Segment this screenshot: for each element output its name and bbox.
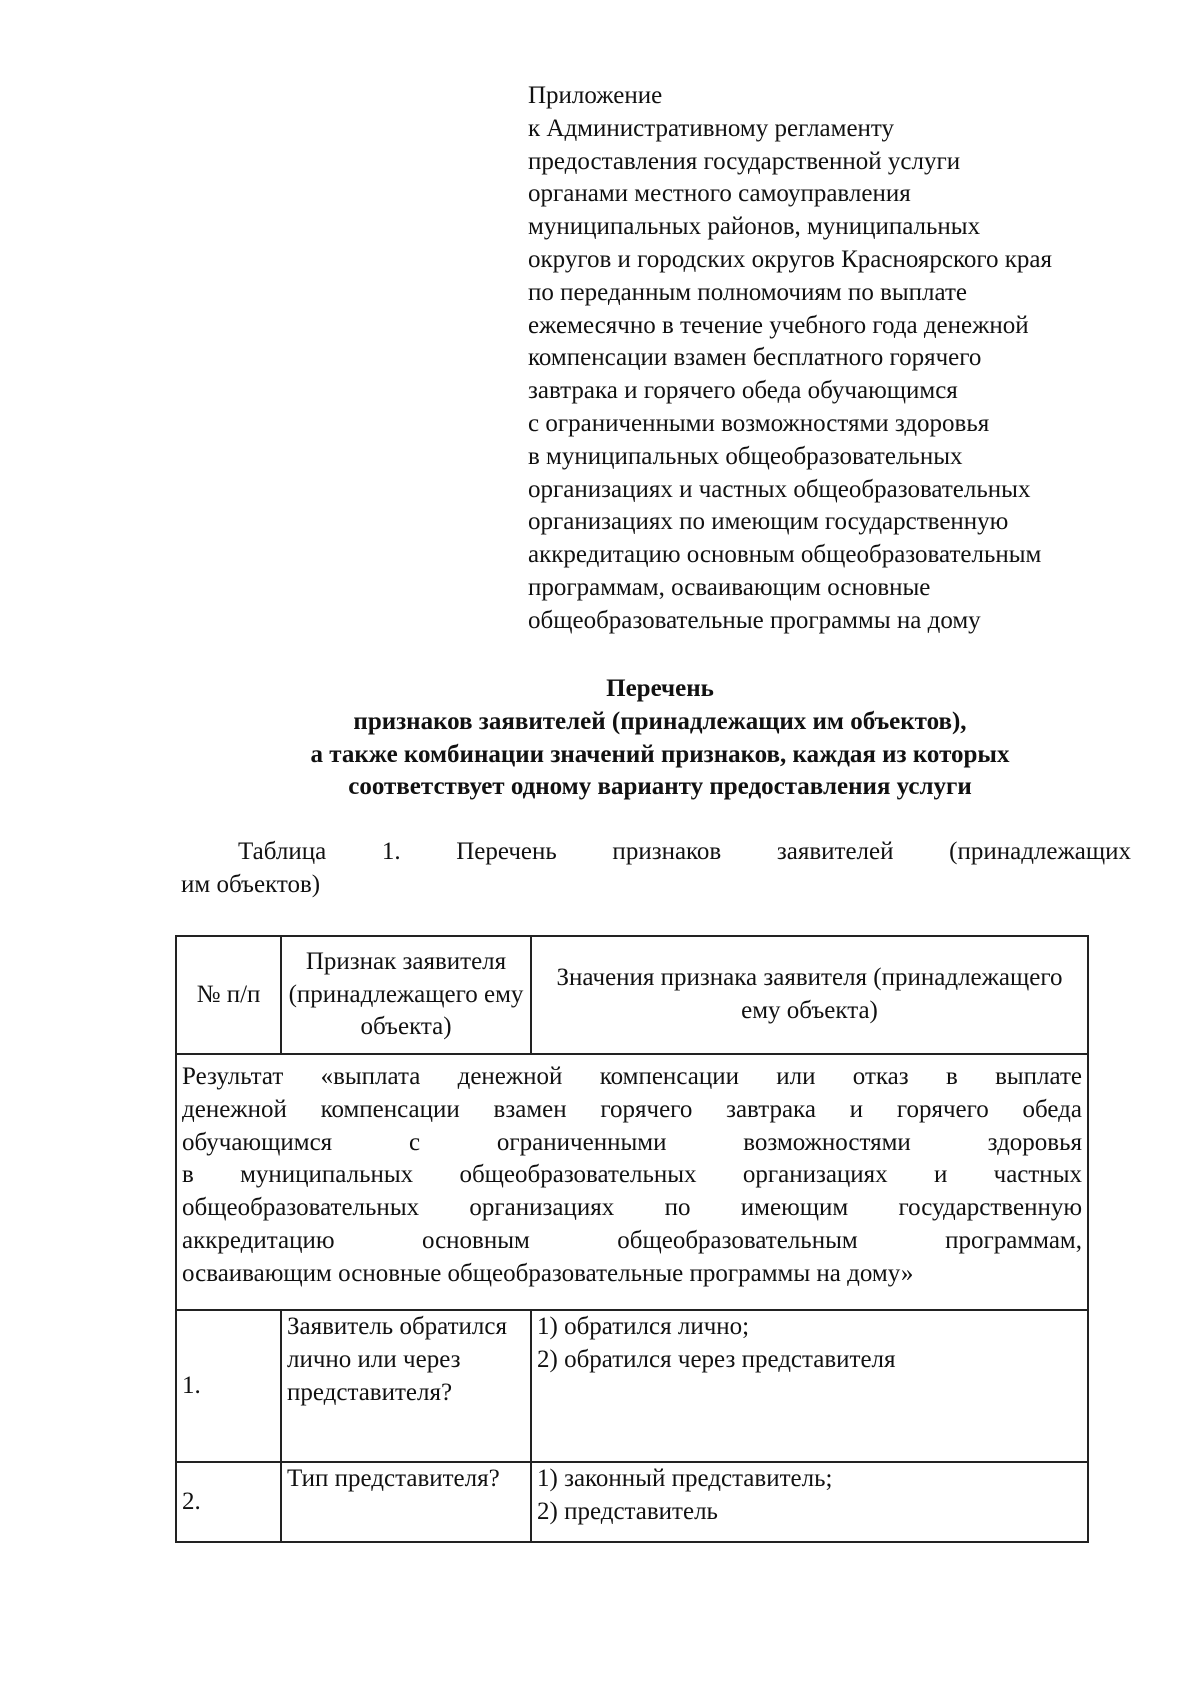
row-number: 1.: [176, 1310, 281, 1462]
heading-line: Перечень: [606, 675, 714, 702]
appendix-line: аккредитацию основным общеобразовательным: [528, 541, 1042, 569]
appendix-line: по переданным полномочиям по выплате: [528, 278, 967, 306]
appendix-line: завтрака и горячего обеда обучающимся: [528, 377, 958, 405]
appendix-block: [528, 80, 1178, 638]
result-cell: [176, 1054, 1088, 1310]
appendix-line: муниципальных районов, муниципальных: [528, 213, 981, 241]
row-sign: Тип представителя?: [281, 1462, 531, 1542]
appendix-line: общеобразовательные программы на дому: [528, 606, 981, 634]
appendix-line: программам, осваивающим основные: [528, 573, 931, 601]
table-header-row: [176, 936, 1088, 1054]
appendix-line: предоставления государственной услуги: [528, 147, 961, 175]
table-caption: [181, 836, 1131, 902]
document-heading: [160, 673, 1160, 804]
result-line: Результат «выплата денежной компенсации или отказ в выплате: [182, 1063, 1082, 1090]
header-sign: Признак заявителя (принадлежащего ему объекта): [281, 936, 531, 1054]
table-row: [176, 1462, 1088, 1542]
row-value: 2) обратился через представителя: [537, 1345, 896, 1373]
row-sign: Заявитель обратился лично или через представителя?: [281, 1310, 531, 1462]
result-line: общеобразовательных организациях по имеющим государственную: [182, 1194, 1082, 1222]
appendix-line: организациях и частных общеобразовательных: [528, 475, 1031, 503]
header-number: № п/п: [176, 936, 281, 1054]
result-line: денежной компенсации взамен горячего завтрака и горячего обеда: [182, 1095, 1082, 1123]
appendix-line: к Административному регламенту: [528, 114, 895, 142]
appendix-line: в муниципальных общеобразовательных: [528, 442, 963, 470]
table-caption-line: им объектов): [181, 870, 321, 898]
result-line: обучающимся с ограниченными возможностями здоровья: [182, 1128, 1082, 1156]
result-line: осваивающим основные общеобразовательные программы на дому»: [182, 1259, 914, 1287]
header-values: Значения признака заявителя (принадлежащего ему объекта): [531, 936, 1088, 1054]
row-values: [531, 1462, 1088, 1542]
row-value: 1) законный представитель;: [537, 1465, 833, 1492]
result-row: [176, 1054, 1088, 1310]
table-caption-line: Таблица 1. Перечень признаков заявителей (принадлежащих: [238, 838, 1131, 865]
criteria-table: [175, 935, 1089, 1543]
row-value: 2) представитель: [537, 1497, 718, 1525]
row-number: 2.: [176, 1462, 281, 1542]
heading-line: а также комбинации значений признаков, каждая из которых: [310, 740, 1010, 768]
appendix-line: Приложение: [528, 82, 663, 109]
appendix-line: ежемесячно в течение учебного года денежной: [528, 311, 1029, 339]
appendix-line: органами местного самоуправления: [528, 180, 911, 208]
row-values: [531, 1310, 1088, 1462]
table-row: [176, 1310, 1088, 1462]
result-line: в муниципальных общеобразовательных организациях и частных: [182, 1161, 1082, 1189]
result-line: аккредитацию основным общеобразовательным программам,: [182, 1226, 1082, 1254]
heading-line: признаков заявителей (принадлежащих им объектов),: [353, 707, 967, 735]
heading-line: соответствует одному варианту предоставления услуги: [348, 773, 972, 801]
appendix-line: с ограниченными возможностями здоровья: [528, 409, 990, 437]
appendix-line: округов и городских округов Красноярского края: [528, 245, 1052, 273]
appendix-line: организациях по имеющим государственную: [528, 508, 1009, 536]
appendix-line: компенсации взамен бесплатного горячего: [528, 344, 982, 372]
row-value: 1) обратился лично;: [537, 1313, 750, 1340]
